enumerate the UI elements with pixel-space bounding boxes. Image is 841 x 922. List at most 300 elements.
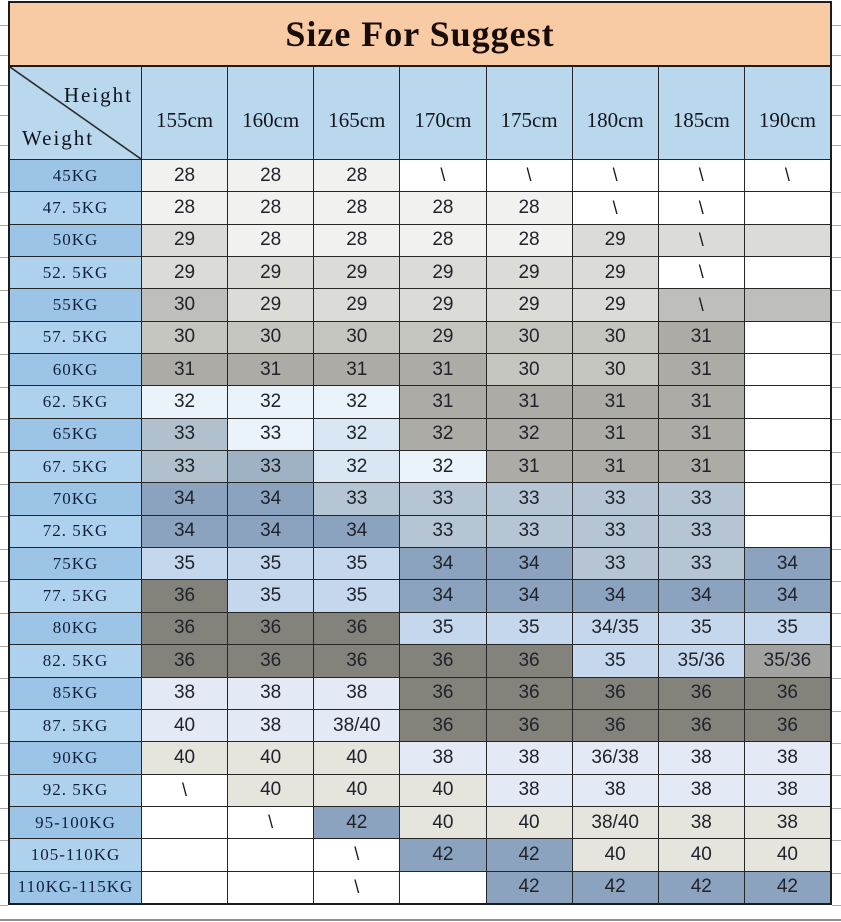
- margin-gridline: [832, 743, 841, 744]
- size-cell: 33: [141, 418, 227, 450]
- table-row: [10, 838, 830, 870]
- size-cell: 33: [486, 515, 572, 547]
- margin-gridline: [832, 115, 841, 116]
- size-cell: 29: [572, 288, 658, 320]
- margin-gridline: [832, 613, 841, 614]
- size-cell: \: [141, 774, 227, 806]
- size-cell: 33: [141, 450, 227, 482]
- size-cell: 29: [572, 256, 658, 288]
- size-cell: 36: [486, 709, 572, 741]
- size-cell: 34: [141, 482, 227, 514]
- size-cell: 31: [399, 385, 485, 417]
- size-cell: 32: [141, 385, 227, 417]
- size-cell: 40: [658, 838, 744, 870]
- size-cell: 28: [227, 224, 313, 256]
- size-cell: \: [658, 191, 744, 223]
- size-cell: 33: [313, 482, 399, 514]
- size-cell: 40: [486, 806, 572, 838]
- size-cell: [744, 385, 830, 417]
- size-cell: 30: [313, 321, 399, 353]
- margin-gridline: [0, 387, 8, 388]
- size-cell: 42: [486, 871, 572, 903]
- size-cell: 31: [658, 450, 744, 482]
- margin-gridline: [0, 905, 8, 906]
- margin-gridline: [832, 85, 841, 86]
- size-cell: 32: [399, 450, 485, 482]
- row-label: 67. 5KG: [10, 450, 141, 482]
- size-cell: 38: [658, 806, 744, 838]
- size-cell: 34: [399, 547, 485, 579]
- row-label: 85KG: [10, 677, 141, 709]
- size-cell: [744, 482, 830, 514]
- row-label: 70KG: [10, 482, 141, 514]
- margin-gridline: [0, 354, 8, 355]
- size-cell: 36: [399, 709, 485, 741]
- size-cell: 35: [486, 612, 572, 644]
- size-cell: 35: [658, 612, 744, 644]
- size-cell: 38: [141, 677, 227, 709]
- margin-gridline: [0, 775, 8, 776]
- size-cell: 32: [313, 385, 399, 417]
- size-cell: 30: [486, 353, 572, 385]
- size-cell: 34: [399, 579, 485, 611]
- table-body: [10, 159, 830, 903]
- size-cell: 33: [486, 482, 572, 514]
- size-cell: 42: [572, 871, 658, 903]
- size-cell: 36: [744, 677, 830, 709]
- margin-gridline: [832, 581, 841, 582]
- margin-gridline: [0, 25, 8, 26]
- size-cell: 36: [486, 644, 572, 676]
- size-cell: 36: [572, 677, 658, 709]
- margin-gridline: [0, 419, 8, 420]
- size-cell: 28: [399, 191, 485, 223]
- size-cell: \: [486, 159, 572, 191]
- size-cell: \: [658, 159, 744, 191]
- margin-gridline: [0, 225, 8, 226]
- margin-gridline: [0, 290, 8, 291]
- size-cell: 34: [744, 579, 830, 611]
- margin-gridline: [832, 808, 841, 809]
- size-cell: 34: [141, 515, 227, 547]
- size-cell: 38: [227, 677, 313, 709]
- size-cell: 31: [486, 385, 572, 417]
- size-cell: 29: [399, 256, 485, 288]
- table-row: [10, 288, 830, 320]
- table-row: [10, 353, 830, 385]
- size-cell: 28: [141, 191, 227, 223]
- size-cell: 35/36: [658, 644, 744, 676]
- size-cell: 34: [744, 547, 830, 579]
- size-cell: 40: [744, 838, 830, 870]
- size-cell: 40: [399, 774, 485, 806]
- row-label: 57. 5KG: [10, 321, 141, 353]
- table-row: [10, 321, 830, 353]
- size-cell: 28: [399, 224, 485, 256]
- size-cell: 34: [486, 579, 572, 611]
- size-cell: 40: [141, 709, 227, 741]
- size-cell: 29: [313, 288, 399, 320]
- size-cell: 31: [572, 385, 658, 417]
- size-cell: [744, 321, 830, 353]
- size-cell: 35: [744, 612, 830, 644]
- size-cell: 31: [313, 353, 399, 385]
- size-cell: [744, 288, 830, 320]
- size-cell: 30: [141, 288, 227, 320]
- table-row: [10, 418, 830, 450]
- size-cell: 32: [227, 385, 313, 417]
- margin-gridline: [0, 452, 8, 453]
- size-cell: 42: [744, 871, 830, 903]
- size-cell: 29: [141, 224, 227, 256]
- margin-gridline: [0, 646, 8, 647]
- size-cell: 38: [227, 709, 313, 741]
- table-row: [10, 547, 830, 579]
- row-label: 80KG: [10, 612, 141, 644]
- size-cell: 29: [399, 288, 485, 320]
- size-cell: 29: [486, 288, 572, 320]
- size-cell: 29: [227, 256, 313, 288]
- column-header-row: [10, 65, 830, 159]
- margin-gridline: [832, 419, 841, 420]
- margin-gridline: [832, 145, 841, 146]
- size-cell: [744, 191, 830, 223]
- margin-gridline: [832, 711, 841, 712]
- margin-gridline: [0, 873, 8, 874]
- size-cell: 31: [141, 353, 227, 385]
- margin-gridline: [832, 452, 841, 453]
- column-header-175cm: 175cm: [486, 67, 572, 159]
- margin-gridline: [0, 192, 8, 193]
- table-row: [10, 224, 830, 256]
- size-cell: 32: [486, 418, 572, 450]
- table-title: Size For Suggest: [10, 3, 830, 65]
- size-cell: 40: [141, 741, 227, 773]
- row-label: 55KG: [10, 288, 141, 320]
- margin-gridline: [832, 55, 841, 56]
- margin-gridline: [0, 115, 8, 116]
- size-cell: 36: [572, 709, 658, 741]
- size-cell: 31: [658, 321, 744, 353]
- size-cell: 34: [227, 482, 313, 514]
- size-cell: 29: [227, 288, 313, 320]
- size-cell: 42: [658, 871, 744, 903]
- row-label: 62. 5KG: [10, 385, 141, 417]
- size-cell: 36: [141, 612, 227, 644]
- size-cell: 35: [227, 579, 313, 611]
- size-cell: 40: [313, 774, 399, 806]
- size-cell: 35/36: [744, 644, 830, 676]
- margin-gridline: [832, 257, 841, 258]
- size-cell: [227, 838, 313, 870]
- table-row: [10, 741, 830, 773]
- size-cell: 33: [399, 515, 485, 547]
- size-cell: 34: [313, 515, 399, 547]
- corner-weight-label: Weight: [22, 126, 95, 150]
- size-cell: [399, 871, 485, 903]
- size-cell: 38: [744, 741, 830, 773]
- size-cell: 28: [227, 159, 313, 191]
- table-row: [10, 515, 830, 547]
- size-cell: 36: [658, 709, 744, 741]
- size-cell: \: [313, 838, 399, 870]
- size-cell: 36: [313, 644, 399, 676]
- size-cell: 36: [744, 709, 830, 741]
- table-row: [10, 159, 830, 191]
- size-cell: 28: [313, 224, 399, 256]
- margin-gridline: [832, 322, 841, 323]
- table-row: [10, 385, 830, 417]
- row-label: 92. 5KG: [10, 774, 141, 806]
- margin-gridline: [832, 225, 841, 226]
- size-cell: 35: [313, 547, 399, 579]
- margin-gridline: [832, 873, 841, 874]
- size-cell: 33: [227, 418, 313, 450]
- size-cell: 36: [399, 677, 485, 709]
- margin-gridline: [832, 905, 841, 906]
- margin-gridline: [0, 549, 8, 550]
- size-cell: 36: [141, 579, 227, 611]
- size-cell: \: [658, 288, 744, 320]
- size-cell: 33: [399, 482, 485, 514]
- size-cell: 31: [658, 353, 744, 385]
- table-row: [10, 774, 830, 806]
- size-cell: 28: [313, 159, 399, 191]
- size-cell: [141, 838, 227, 870]
- size-cell: 38: [744, 806, 830, 838]
- size-cell: 32: [399, 418, 485, 450]
- margin-gridline: [832, 840, 841, 841]
- size-cell: 40: [572, 838, 658, 870]
- size-cell: [141, 806, 227, 838]
- row-label: 95-100KG: [10, 806, 141, 838]
- margin-gridline: [832, 25, 841, 26]
- column-header-190cm: 190cm: [744, 67, 830, 159]
- row-label: 65KG: [10, 418, 141, 450]
- table-row: [10, 450, 830, 482]
- size-cell: 31: [399, 353, 485, 385]
- size-cell: [744, 418, 830, 450]
- size-cell: 40: [227, 741, 313, 773]
- size-cell: \: [399, 159, 485, 191]
- size-cell: 34: [572, 579, 658, 611]
- margin-gridline: [0, 613, 8, 614]
- margin-gridline: [832, 516, 841, 517]
- size-cell: \: [658, 224, 744, 256]
- row-label: 52. 5KG: [10, 256, 141, 288]
- row-label: 60KG: [10, 353, 141, 385]
- size-cell: 36: [227, 612, 313, 644]
- size-cell: 34: [486, 547, 572, 579]
- size-cell: 28: [486, 224, 572, 256]
- size-cell: 36: [141, 644, 227, 676]
- margin-gridline: [832, 775, 841, 776]
- column-header-160cm: 160cm: [227, 67, 313, 159]
- size-cell: 29: [572, 224, 658, 256]
- size-cell: 38: [486, 741, 572, 773]
- size-cell: 28: [486, 191, 572, 223]
- margin-gridline: [0, 484, 8, 485]
- size-cell: 42: [399, 838, 485, 870]
- row-label: 82. 5KG: [10, 644, 141, 676]
- size-cell: 31: [572, 450, 658, 482]
- size-cell: \: [744, 159, 830, 191]
- margin-gridline: [832, 387, 841, 388]
- size-cell: 33: [658, 547, 744, 579]
- column-header-185cm: 185cm: [658, 67, 744, 159]
- bottom-gridline: [0, 919, 841, 921]
- margin-gridline: [832, 354, 841, 355]
- size-cell: \: [658, 256, 744, 288]
- size-cell: 40: [313, 741, 399, 773]
- table-row: [10, 256, 830, 288]
- size-cell: \: [572, 159, 658, 191]
- size-cell: 31: [658, 385, 744, 417]
- size-cell: 38: [572, 774, 658, 806]
- size-cell: [227, 871, 313, 903]
- margin-gridline: [0, 840, 8, 841]
- size-cell: 33: [658, 515, 744, 547]
- size-cell: 32: [313, 418, 399, 450]
- size-cell: 28: [227, 191, 313, 223]
- size-cell: 30: [572, 353, 658, 385]
- size-cell: 38: [658, 774, 744, 806]
- size-cell: 38: [313, 677, 399, 709]
- table-row: [10, 677, 830, 709]
- size-cell: 35: [313, 579, 399, 611]
- size-cell: 38: [744, 774, 830, 806]
- row-label: 45KG: [10, 159, 141, 191]
- size-cell: 36: [658, 677, 744, 709]
- row-label: 105-110KG: [10, 838, 141, 870]
- table-row: [10, 191, 830, 223]
- size-cell: 33: [572, 515, 658, 547]
- size-cell: 38: [486, 774, 572, 806]
- column-header-165cm: 165cm: [313, 67, 399, 159]
- size-cell: 36: [313, 612, 399, 644]
- margin-gridline: [0, 55, 8, 56]
- size-cell: [141, 871, 227, 903]
- size-cell: \: [572, 191, 658, 223]
- table-row: [10, 806, 830, 838]
- size-cell: \: [313, 871, 399, 903]
- size-cell: 40: [227, 774, 313, 806]
- size-cell: 34: [658, 579, 744, 611]
- margin-gridline: [832, 678, 841, 679]
- size-cell: 29: [486, 256, 572, 288]
- size-cell: 30: [486, 321, 572, 353]
- size-cell: 34/35: [572, 612, 658, 644]
- size-cell: 36/38: [572, 741, 658, 773]
- size-cell: 36: [227, 644, 313, 676]
- size-cell: 33: [227, 450, 313, 482]
- size-cell: [744, 515, 830, 547]
- size-cell: \: [227, 806, 313, 838]
- size-cell: 31: [572, 418, 658, 450]
- margin-gridline: [0, 678, 8, 679]
- size-cell: 38/40: [313, 709, 399, 741]
- corner-header-cell: [10, 67, 141, 159]
- size-cell: 38/40: [572, 806, 658, 838]
- size-cell: 35: [572, 644, 658, 676]
- size-cell: 31: [658, 418, 744, 450]
- column-header-180cm: 180cm: [572, 67, 658, 159]
- size-cell: 40: [399, 806, 485, 838]
- size-cell: 30: [227, 321, 313, 353]
- margin-gridline: [0, 145, 8, 146]
- table-row: [10, 482, 830, 514]
- margin-gridline: [832, 192, 841, 193]
- margin-gridline: [832, 646, 841, 647]
- table-row: [10, 871, 830, 903]
- size-cell: 33: [658, 482, 744, 514]
- margin-gridline: [0, 257, 8, 258]
- size-cell: 31: [227, 353, 313, 385]
- size-cell: [744, 353, 830, 385]
- size-cell: [744, 256, 830, 288]
- size-cell: 28: [313, 191, 399, 223]
- table-row: [10, 644, 830, 676]
- size-cell: 29: [141, 256, 227, 288]
- size-cell: 30: [141, 321, 227, 353]
- size-cell: 35: [141, 547, 227, 579]
- size-cell: [744, 450, 830, 482]
- size-cell: 36: [399, 644, 485, 676]
- margin-gridline: [0, 711, 8, 712]
- size-cell: 35: [399, 612, 485, 644]
- size-cell: 38: [399, 741, 485, 773]
- margin-gridline: [0, 743, 8, 744]
- size-cell: 32: [313, 450, 399, 482]
- size-cell: 33: [572, 482, 658, 514]
- row-label: 47. 5KG: [10, 191, 141, 223]
- size-cell: 29: [313, 256, 399, 288]
- size-cell: 31: [486, 450, 572, 482]
- margin-gridline: [0, 322, 8, 323]
- size-cell: 34: [227, 515, 313, 547]
- table-row: [10, 612, 830, 644]
- row-label: 72. 5KG: [10, 515, 141, 547]
- size-cell: 28: [141, 159, 227, 191]
- size-cell: 30: [572, 321, 658, 353]
- column-header-170cm: 170cm: [399, 67, 485, 159]
- margin-gridline: [832, 549, 841, 550]
- margin-gridline: [0, 85, 8, 86]
- size-cell: 35: [227, 547, 313, 579]
- size-cell: [744, 224, 830, 256]
- margin-gridline: [832, 290, 841, 291]
- size-cell: 42: [486, 838, 572, 870]
- row-label: 77. 5KG: [10, 579, 141, 611]
- size-cell: 38: [658, 741, 744, 773]
- size-cell: 29: [399, 321, 485, 353]
- column-header-155cm: 155cm: [141, 67, 227, 159]
- size-cell: 42: [313, 806, 399, 838]
- row-label: 50KG: [10, 224, 141, 256]
- size-cell: 36: [486, 677, 572, 709]
- margin-gridline: [832, 484, 841, 485]
- row-label: 110KG-115KG: [10, 871, 141, 903]
- margin-gridline: [0, 808, 8, 809]
- table-row: [10, 709, 830, 741]
- row-label: 75KG: [10, 547, 141, 579]
- row-label: 87. 5KG: [10, 709, 141, 741]
- margin-gridline: [0, 581, 8, 582]
- size-table: [8, 1, 832, 905]
- margin-gridline: [0, 516, 8, 517]
- row-label: 90KG: [10, 741, 141, 773]
- table-row: [10, 579, 830, 611]
